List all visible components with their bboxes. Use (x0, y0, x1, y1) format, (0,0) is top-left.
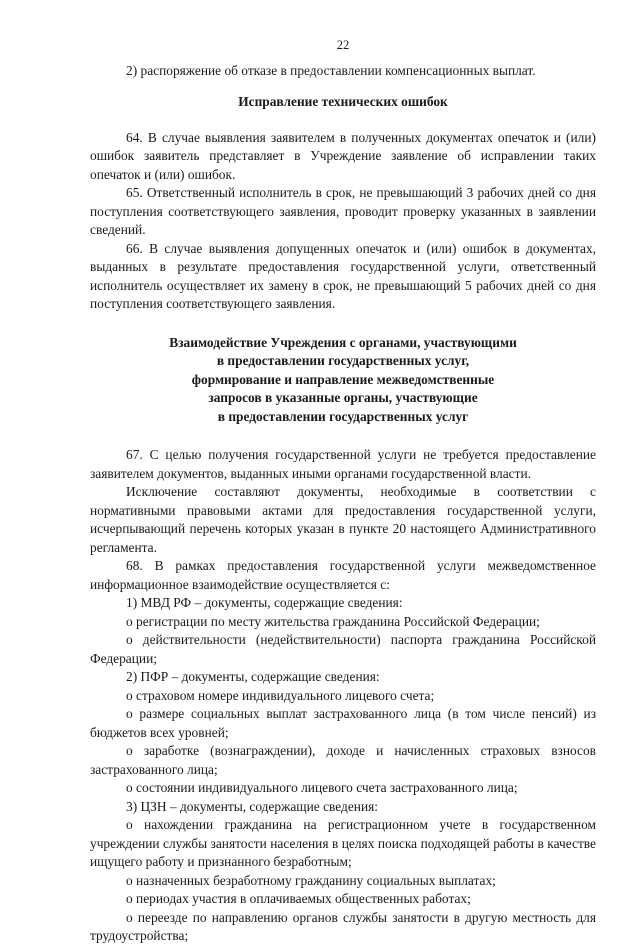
paragraph-64: 64. В случае выявления заявителем в полученных документах опечаток и (или) ошибок заявитель представляет в Учреждение заявление об исправлении таких опечаток и (или) ошибок. (90, 129, 596, 182)
list-item: о заработке (вознаграждении), доходе и начисленных страховых взносов застрахованного лица; (90, 743, 596, 777)
paragraph-67: 67. С целью получения государственной услуги не требуется предоставление заявителем документов, выданных иными органами государственной власти. (90, 447, 596, 481)
page-number: 22 (336, 38, 350, 52)
list-item: о назначенных безработному гражданину социальных выплатах; (126, 872, 496, 888)
list-item: о переезде по направлению органов службы занятости в другую местность для трудоустройства; (90, 909, 596, 943)
list-item: о периодах участия в оплачиваемых общественных работах; (126, 891, 471, 906)
paragraph-67-exception: Исключение составляют документы, необходимые в соответствии с нормативными правовыми актами для предоставления государственной услуги, исчерпывающий перечень которых указан в пункте 20 настоящего Административного регламента. (90, 484, 596, 555)
list-header-czn: 3) ЦЗН – документы, содержащие сведения: (126, 798, 379, 814)
list-item: о действительности (недействительности) паспорта гражданина Российской Федерации; (90, 632, 596, 666)
heading-interaction-line: в предоставлении государственных услуг, (216, 353, 470, 368)
heading-interaction-line: Взаимодействие Учреждения с органами, участвующими (169, 334, 517, 350)
heading-interaction-line: формирование и направление межведомственные (191, 371, 495, 387)
heading-interaction-line: запросов в указанные органы, участвующие (208, 390, 478, 405)
paragraph-66: 66. В случае выявления допущенных опечаток и (или) ошибок в документах, выданных в результате предоставления государственной услуги, ответственный исполнитель осуществляет их замену в срок, не превышающий 5 рабочих дней со дня поступления соответствующего заявления. (90, 240, 596, 311)
list-item: о страховом номере индивидуального лицевого счета; (126, 687, 435, 703)
list-item: о размере социальных выплат застрахованного лица (в том числе пенсий) из бюджетов всех уровней; (90, 706, 596, 740)
heading-interaction-line: в предоставлении государственных услуг (217, 408, 469, 424)
paragraph-65: 65. Ответственный исполнитель в срок, не превышающий 3 рабочих дней со дня поступления соответствующего заявления, проводит проверку указанных в заявлении сведений. (90, 185, 596, 237)
paragraph-intro: 2) распоряжение об отказе в предоставлении компенсационных выплат. (126, 62, 536, 78)
heading-interaction (90, 334, 596, 427)
list-item: о регистрации по месту жительства гражданина Российской Федерации; (126, 613, 540, 629)
paragraph-68: 68. В рамках предоставления государственной услуги межведомственное информационное взаимодействие осуществляется с: (90, 558, 596, 592)
list-header-pfr: 2) ПФР – документы, содержащие сведения: (126, 669, 380, 684)
list-item: о состоянии индивидуального лицевого счета застрахованного лица; (126, 780, 518, 795)
list-header-mvd: 1) МВД РФ – документы, содержащие сведения: (126, 595, 403, 610)
list-item: о нахождении гражданина на регистрационном учете в государственном учреждении службы занятости населения в целях поиска подходящей работы в качестве ищущего работу и признанного безработным; (90, 817, 596, 869)
heading-tech-errors: Исправление технических ошибок (238, 94, 448, 109)
